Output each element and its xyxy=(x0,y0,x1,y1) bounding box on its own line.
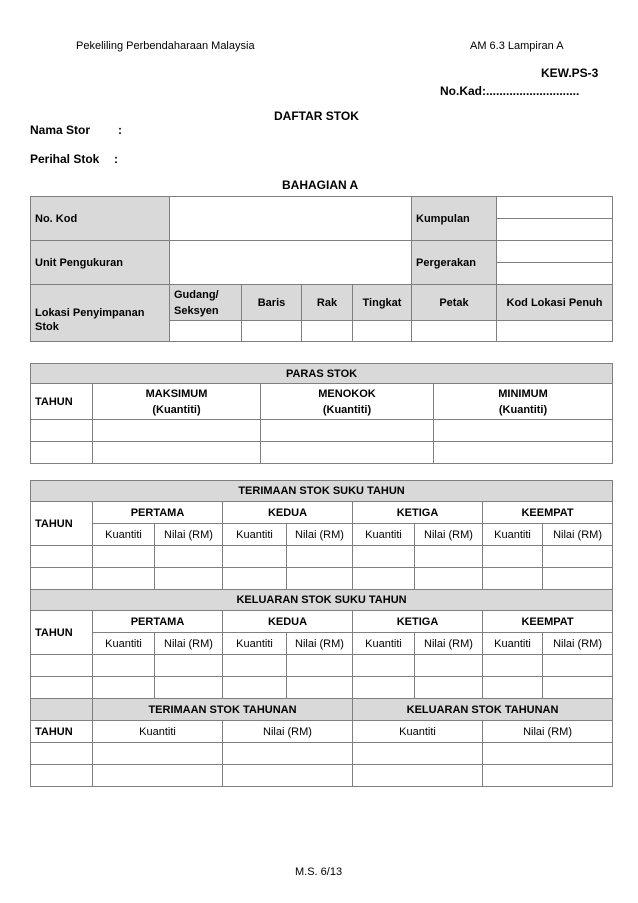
terimaan-q4-header: KEEMPAT xyxy=(483,502,613,524)
table-row xyxy=(31,546,613,568)
terimaan-q1-header: PERTAMA xyxy=(93,502,223,524)
pergerakan-field-2[interactable] xyxy=(497,263,613,285)
keluaran-q3-nilai: Nilai (RM) xyxy=(415,633,483,655)
kod-lokasi-penuh-header: Kod Lokasi Penuh xyxy=(497,285,613,321)
gudang-seksyen-header xyxy=(170,285,242,321)
bahagian-a-title: BAHAGIAN A xyxy=(282,178,359,192)
terimaan-q4-nilai: Nilai (RM) xyxy=(543,524,613,546)
terimaan-q1-kuantiti: Kuantiti xyxy=(93,524,155,546)
maksimum-header xyxy=(93,384,261,420)
terimaan-q3-kuantiti: Kuantiti xyxy=(353,524,415,546)
menokok-label: MENOKOK xyxy=(318,387,376,400)
menokok-unit: (Kuantiti) xyxy=(322,403,372,416)
header-left: Pekeliling Perbendaharaan Malaysia xyxy=(76,40,255,52)
rak-header: Rak xyxy=(302,285,353,321)
terimaan-q2-kuantiti: Kuantiti xyxy=(223,524,287,546)
table-row xyxy=(31,655,613,677)
page-number: M.S. 6/13 xyxy=(295,866,343,878)
petak-value[interactable] xyxy=(412,321,497,342)
minimum-unit: (Kuantiti) xyxy=(498,403,548,416)
tingkat-header: Tingkat xyxy=(353,285,412,321)
terimaan-tahunan-title: TERIMAAN STOK TAHUNAN xyxy=(93,699,353,721)
petak-header: Petak xyxy=(412,285,497,321)
lokasi-label: Lokasi Penyimpanan xyxy=(31,285,170,321)
terimaan-q4-kuantiti: Kuantiti xyxy=(483,524,543,546)
paras-tahun-header: TAHUN xyxy=(31,384,93,420)
table-row xyxy=(31,568,613,590)
terimaan-q3-nilai: Nilai (RM) xyxy=(415,524,483,546)
table-row xyxy=(31,743,613,765)
baris-value[interactable] xyxy=(242,321,302,342)
keluaran-q3-kuantiti: Kuantiti xyxy=(353,633,415,655)
terimaan-q2-header: KEDUA xyxy=(223,502,353,524)
maksimum-label: MAKSIMUM xyxy=(145,387,208,400)
quarterly-table xyxy=(30,480,613,787)
keluaran-q2-header: KEDUA xyxy=(223,611,353,633)
keluaran-tahunan-title: KELUARAN STOK TAHUNAN xyxy=(353,699,613,721)
keluaran-q1-nilai: Nilai (RM) xyxy=(155,633,223,655)
terimaan-tahunan-kuantiti: Kuantiti xyxy=(93,721,223,743)
keluaran-tahun-header: TAHUN xyxy=(31,611,93,655)
keluaran-q1-kuantiti: Kuantiti xyxy=(93,633,155,655)
perihal-stok-colon: : xyxy=(114,152,118,166)
annual-tahun-header: TAHUN xyxy=(31,721,93,743)
pergerakan-label: Pergerakan xyxy=(412,241,497,285)
keluaran-q4-header: KEEMPAT xyxy=(483,611,613,633)
table-row xyxy=(31,765,613,787)
paras-row-1-minimum[interactable] xyxy=(434,420,613,442)
terimaan-suku-title: TERIMAAN STOK SUKU TAHUN xyxy=(31,481,613,502)
minimum-header xyxy=(434,384,613,420)
keluaran-tahunan-kuantiti: Kuantiti xyxy=(353,721,483,743)
keluaran-q2-kuantiti: Kuantiti xyxy=(223,633,287,655)
keluaran-q4-kuantiti: Kuantiti xyxy=(483,633,543,655)
kumpulan-field-2[interactable] xyxy=(497,219,613,241)
paras-row-1-maksimum[interactable] xyxy=(93,420,261,442)
no-kod-field[interactable] xyxy=(170,197,412,241)
paras-stok-table xyxy=(30,363,613,464)
terimaan-tahun-header: TAHUN xyxy=(31,502,93,546)
kumpulan-label: Kumpulan xyxy=(412,197,497,241)
paras-row-2-minimum[interactable] xyxy=(434,442,613,464)
nama-stor-label: Nama Stor xyxy=(30,123,91,137)
keluaran-q3-header: KETIGA xyxy=(353,611,483,633)
menokok-header xyxy=(261,384,434,420)
paras-row-2-maksimum[interactable] xyxy=(93,442,261,464)
baris-header: Baris xyxy=(242,285,302,321)
header-right: AM 6.3 Lampiran A xyxy=(470,40,564,52)
maksimum-unit: (Kuantiti) xyxy=(152,403,201,416)
terimaan-tahunan-nilai: Nilai (RM) xyxy=(223,721,353,743)
section-a-table xyxy=(30,196,613,342)
page-title: DAFTAR STOK xyxy=(274,109,359,123)
paras-stok-title: PARAS STOK xyxy=(31,364,613,384)
terimaan-q2-nilai: Nilai (RM) xyxy=(287,524,353,546)
perihal-stok-label: Perihal Stok xyxy=(30,152,100,166)
unit-pengukuran-field[interactable] xyxy=(170,241,412,285)
no-kod-label: No. Kod xyxy=(31,197,170,241)
paras-row-1-tahun[interactable] xyxy=(31,420,93,442)
table-row xyxy=(31,677,613,699)
keluaran-q1-header: PERTAMA xyxy=(93,611,223,633)
seksyen-line: Seksyen xyxy=(174,304,219,317)
unit-pengukuran-label: Unit Pengukuran xyxy=(31,241,170,285)
terimaan-q1-nilai: Nilai (RM) xyxy=(155,524,223,546)
keluaran-q2-nilai: Nilai (RM) xyxy=(287,633,353,655)
paras-row-2-menokok[interactable] xyxy=(261,442,434,464)
paras-row-1-menokok[interactable] xyxy=(261,420,434,442)
keluaran-q4-nilai: Nilai (RM) xyxy=(543,633,613,655)
nama-stor-colon: : xyxy=(118,123,122,137)
keluaran-tahunan-nilai: Nilai (RM) xyxy=(483,721,613,743)
annual-header-spacer xyxy=(31,699,93,721)
gudang-line: Gudang/ xyxy=(174,288,219,301)
minimum-label: MINIMUM xyxy=(498,387,548,400)
lokasi-label-cont: Stok xyxy=(31,321,170,342)
tingkat-value[interactable] xyxy=(353,321,412,342)
rak-value[interactable] xyxy=(302,321,353,342)
form-code: KEW.PS-3 xyxy=(541,66,599,80)
keluaran-suku-title: KELUARAN STOK SUKU TAHUN xyxy=(31,590,613,611)
kod-lokasi-penuh-value[interactable] xyxy=(497,321,613,342)
kumpulan-field-1[interactable] xyxy=(497,197,613,219)
paras-row-2-tahun[interactable] xyxy=(31,442,93,464)
pergerakan-field-1[interactable] xyxy=(497,241,613,263)
card-number: No.Kad:............................ xyxy=(440,84,580,98)
gudang-value[interactable] xyxy=(170,321,242,342)
terimaan-q3-header: KETIGA xyxy=(353,502,483,524)
